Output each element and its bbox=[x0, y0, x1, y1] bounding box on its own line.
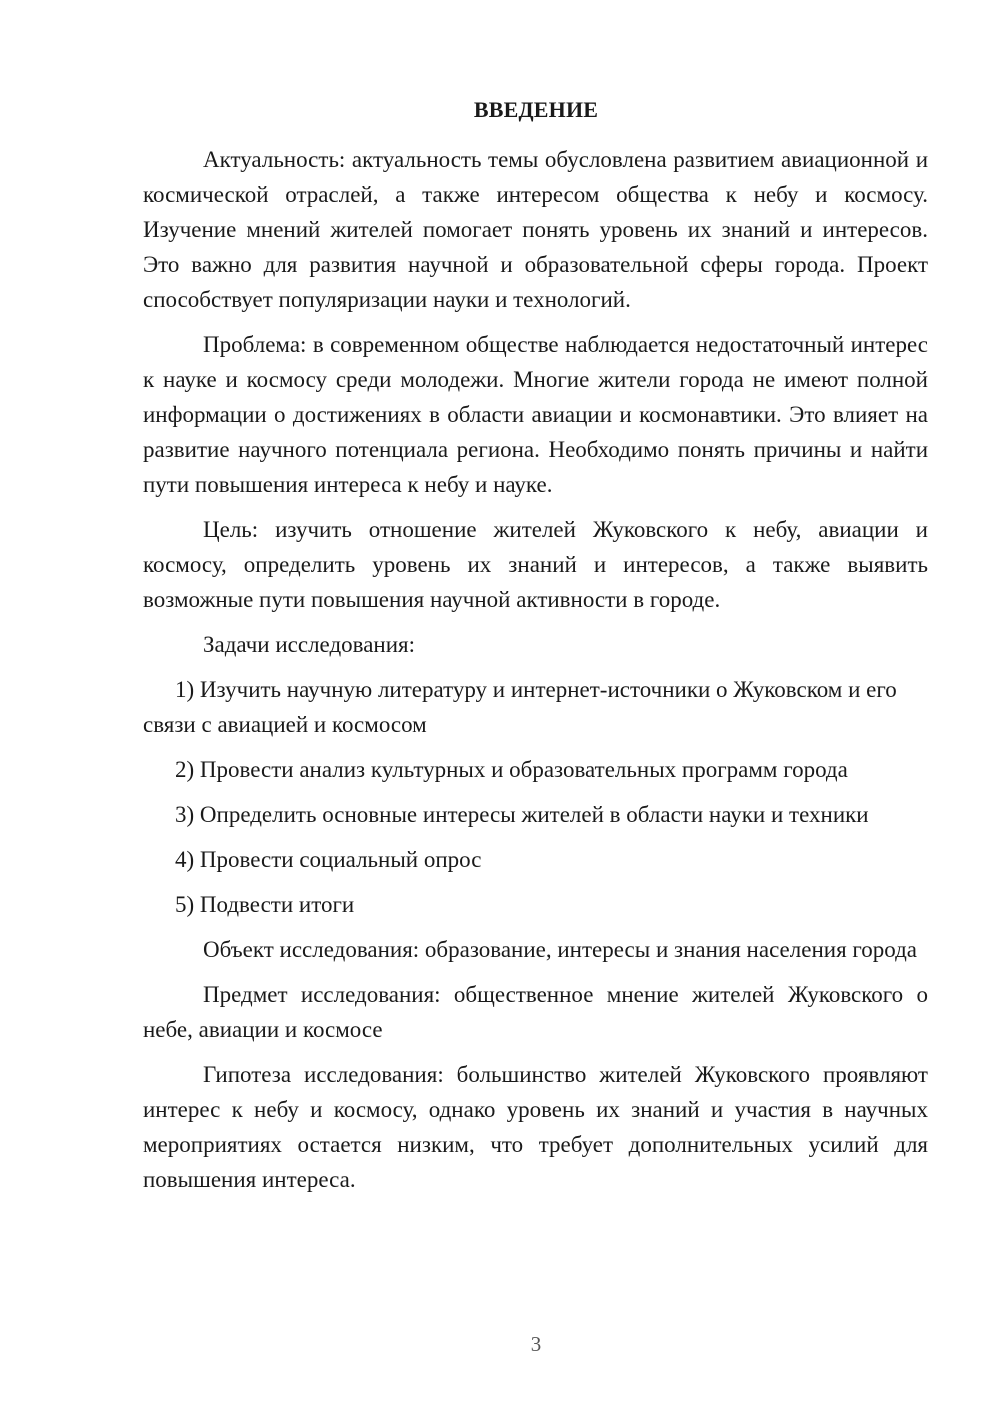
page-number: 3 bbox=[530, 1332, 542, 1356]
page-title: ВВЕДЕНИЕ bbox=[473, 97, 599, 122]
task-item-1: 1) Изучить научную литературу и интернет-источники о Жуковском и его связи с авиацией и космосом bbox=[143, 677, 897, 737]
subject-paragraph: Предмет исследования: общественное мнение жителей Жуковского о небе, авиации и космосе bbox=[143, 982, 928, 1042]
hypothesis-paragraph: Гипотеза исследования: большинство жителей Жуковского проявляют интерес к небу и космосу, однако уровень их знаний и участия в научных мероприятиях остается низким, что требует дополнительных усилий для повышения интереса. bbox=[143, 1062, 928, 1192]
tasks-heading: Задачи исследования: bbox=[203, 632, 416, 657]
task-item-3: 3) Определить основные интересы жителей в области науки и техники bbox=[175, 802, 869, 827]
document-body bbox=[143, 142, 928, 1207]
task-item-2: 2) Провести анализ культурных и образовательных программ города bbox=[175, 757, 848, 782]
object-paragraph: Объект исследования: образование, интересы и знания населения города bbox=[203, 937, 918, 962]
goal-paragraph: Цель: изучить отношение жителей Жуковского к небу, авиации и космосу, определить уровень их знаний и интересов, а также выявить возможные пути повышения научной активности в городе. bbox=[143, 517, 928, 612]
problem-paragraph: Проблема: в современном обществе наблюдается недостаточный интерес к науке и космосу среди молодежи. Многие жители города не имеют полной информации о достижениях в области авиации и космонавтики. Это влияет на развитие научного потенциала региона. Необходимо понять причины и найти пути повышения интереса к небу и науке. bbox=[143, 332, 928, 497]
relevance-paragraph: Актуальность: актуальность темы обусловлена развитием авиационной и космической отраслей, а также интересом общества к небу и космосу. Изучение мнений жителей помогает понять уровень их знаний и интересов. Это важно для развития научной и образовательной сферы города. Проект способствует популяризации науки и технологий. bbox=[143, 147, 928, 312]
task-item-4: 4) Провести социальный опрос bbox=[175, 847, 482, 872]
task-item-5: 5) Подвести итоги bbox=[175, 892, 355, 917]
